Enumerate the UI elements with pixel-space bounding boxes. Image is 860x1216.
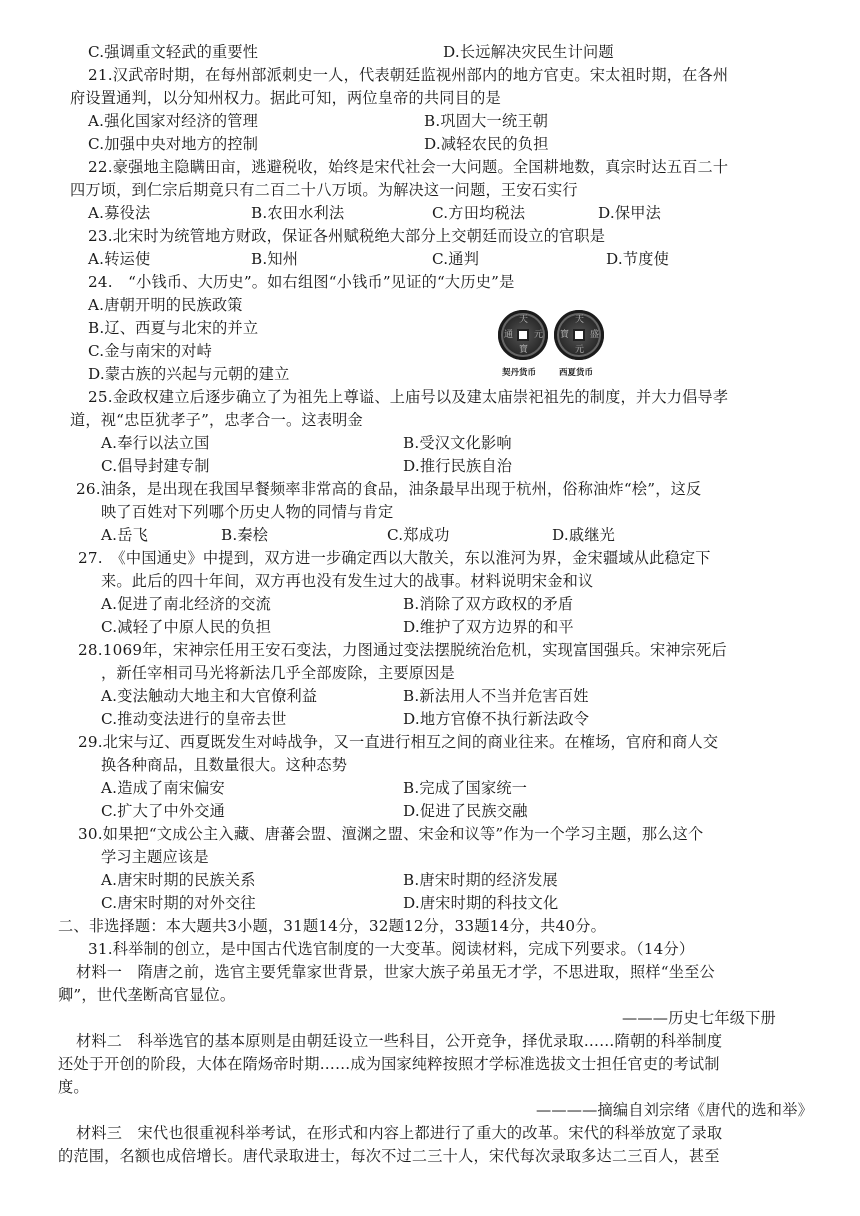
text-line: A.转运使 (88, 250, 151, 268)
text-line: C.方田均税法 (432, 204, 526, 222)
text-line: ————摘编自刘宗绪《唐代的选和举》 (536, 1101, 813, 1119)
text-line: 来。此后的四十年间，双方再也没有发生过大的战事。材料说明宋金和议 (101, 572, 594, 590)
text-line: 24. “小钱币、大历史”。如右组图“小钱币”见证的“大历史”是 (88, 273, 515, 291)
text-line: 30.如果把“文成公主入藏、唐蕃会盟、澶渊之盟、宋金和议等”作为一个学习主题，那么这个 (78, 825, 704, 843)
coin-glyph: 天 (575, 315, 585, 325)
text-line: 材料一 隋唐之前，选官主要凭靠家世背景，世家大族子弟虽无才学，不思进取，照样“坐至公 (76, 963, 715, 981)
xixia-coin-image (554, 310, 604, 360)
text-line: 映了百姓对下列哪个历史人物的同情与肯定 (101, 503, 394, 521)
text-line: B.完成了国家统一 (403, 779, 528, 797)
coin-glyph: 盛 (590, 330, 600, 340)
text-line: 还处于开创的阶段，大体在隋炀帝时期……成为国家纯粹按照才学标准选拔文士担任官吏的考试制 (58, 1055, 720, 1073)
text-line: 度。 (58, 1078, 89, 1096)
text-line: B.辽、西夏与北宋的并立 (88, 319, 259, 337)
text-line: ，新任宰相司马光将新法几乎全部废除，主要原因是 (101, 664, 455, 682)
text-line: D.唐宋时期的科技文化 (403, 894, 559, 912)
text-line: C.金与南宋的对峙 (88, 342, 213, 360)
text-line: 换各种商品，且数量很大。这种态势 (101, 756, 348, 774)
coin-square-hole (573, 329, 585, 341)
text-line: C.扩大了中外交通 (101, 802, 226, 820)
text-line: D.减轻农民的负担 (424, 135, 549, 153)
text-line: 25.金政权建立后逐步确立了为祖先上尊谥、上庙号以及建太庙崇祀祖先的制度，并大力倡导孝 (88, 388, 729, 406)
text-line: C.减轻了中原人民的负担 (101, 618, 272, 636)
text-line: 27. 《中国通史》中提到，双方进一步确定西以大散关，东以淮河为界，金宋疆域从此稳定下 (78, 549, 711, 567)
coin-glyph: 寶 (519, 345, 529, 355)
text-line: A.唐宋时期的民族关系 (101, 871, 256, 889)
text-line: C.推动变法进行的皇帝去世 (101, 710, 287, 728)
text-line: D.促进了民族交融 (403, 802, 528, 820)
text-line: C.倡导封建专制 (101, 457, 210, 475)
text-line: D.戚继光 (552, 526, 616, 544)
text-line: A.奉行以法立国 (101, 434, 210, 452)
text-line: 道，视“忠臣犹孝子”，忠孝合一。这表明金 (70, 411, 363, 429)
text-line: 材料二 科举选官的基本原则是由朝廷设立一些科目，公开竞争，择优录取……隋朝的科举制度 (76, 1032, 723, 1050)
text-line: B.农田水利法 (251, 204, 345, 222)
text-line: B.新法用人不当并危害百姓 (403, 687, 589, 705)
text-line: A.变法触动大地主和大官僚利益 (101, 687, 318, 705)
text-line: 府设置通判，以分知州权力。据此可知，两位皇帝的共同目的是 (70, 89, 501, 107)
text-line: B.唐宋时期的经济发展 (403, 871, 558, 889)
text-line: A.唐朝开明的民族政策 (88, 296, 243, 314)
text-line: C.唐宋时期的对外交往 (101, 894, 256, 912)
text-line: A.募役法 (88, 204, 151, 222)
text-line: A.岳飞 (101, 526, 148, 544)
text-line: 卿”，世代垄断高官显位。 (58, 986, 236, 1004)
text-line: 31.科举制的创立，是中国古代选官制度的一大变革。阅读材料，完成下列要求。（14分） (88, 940, 695, 958)
text-line: D.蒙古族的兴起与元朝的建立 (88, 365, 290, 383)
coin-glyph: 元 (575, 345, 585, 355)
text-line: 28.1069年，宋神宗任用王安石变法，力图通过变法摆脱统治危机，实现富国强兵。宋神宗死后 (78, 641, 727, 659)
coin-square-hole (517, 329, 529, 341)
text-line: ———历史七年级下册 (622, 1009, 776, 1027)
text-line: A.促进了南北经济的交流 (101, 595, 272, 613)
text-line: A.造成了南宋偏安 (101, 779, 225, 797)
text-line: B.秦桧 (221, 526, 269, 544)
text-line: B.消除了双方政权的矛盾 (403, 595, 574, 613)
coin-glyph: 通 (504, 330, 514, 340)
text-line: C.加强中央对地方的控制 (88, 135, 259, 153)
text-line: C.郑成功 (387, 526, 450, 544)
text-line: D.维护了双方边界的和平 (403, 618, 574, 636)
coin-glyph: 寶 (560, 330, 570, 340)
text-line: B.受汉文化影响 (403, 434, 512, 452)
text-line: 学习主题应该是 (101, 848, 209, 866)
text-line: 21.汉武帝时期，在每州部派刺史一人，代表朝廷监视州部内的地方官吏。宋太祖时期，在各州 (88, 66, 729, 84)
text-line: A.强化国家对经济的管理 (88, 112, 259, 130)
khitan-coin-image (498, 310, 548, 360)
text-line: 23.北宋时为统管地方财政，保证各州赋税绝大部分上交朝廷而设立的官职是 (88, 227, 606, 245)
text-line: B.知州 (251, 250, 299, 268)
text-line: C.强调重文轻武的重要性 (88, 43, 259, 61)
coin-glyph: 元 (534, 330, 544, 340)
text-line: D.保甲法 (598, 204, 662, 222)
text-line: 29.北宋与辽、西夏既发生对峙战争，又一直进行相互之间的商业往来。在榷场，官府和商人交 (78, 733, 719, 751)
text-line: 26.油条，是出现在我国早餐频率非常高的食品，油条最早出现于杭州，俗称油炸“桧”，这反 (76, 480, 702, 498)
text-line: 材料三 宋代也很重视科举考试，在形式和内容上都进行了重大的改革。宋代的科举放宽了录取 (76, 1124, 723, 1142)
text-line: B.巩固大一统王朝 (424, 112, 549, 130)
text-line: C.通判 (432, 250, 480, 268)
text-line: D.长远解决灾民生计问题 (443, 43, 614, 61)
text-line: D.地方官僚不执行新法政令 (403, 710, 590, 728)
text-line: 二、非选择题：本大题共3小题，31题14分，32题12分，33题14分，共40分。 (58, 917, 607, 935)
text-line: 22.豪强地主隐瞒田亩，逃避税收，始终是宋代社会一大问题。全国耕地数，真宗时达五百二十 (88, 158, 729, 176)
text-line: D.节度使 (606, 250, 670, 268)
text-line: 的范围，名额也成倍增长。唐代录取进士，每次不过二三十人，宋代每次录取多达二三百人，甚至 (58, 1147, 720, 1165)
coin-figure (496, 308, 608, 380)
coin-caption-khitan: 契丹货币 (502, 368, 537, 378)
coin-caption-xixia: 西夏货币 (559, 368, 594, 378)
coin-glyph: 天 (519, 315, 529, 325)
text-line: D.推行民族自治 (403, 457, 513, 475)
text-line: 四万顷，到仁宗后期竟只有二百二十八万顷。为解决这一问题，王安石实行 (70, 181, 578, 199)
